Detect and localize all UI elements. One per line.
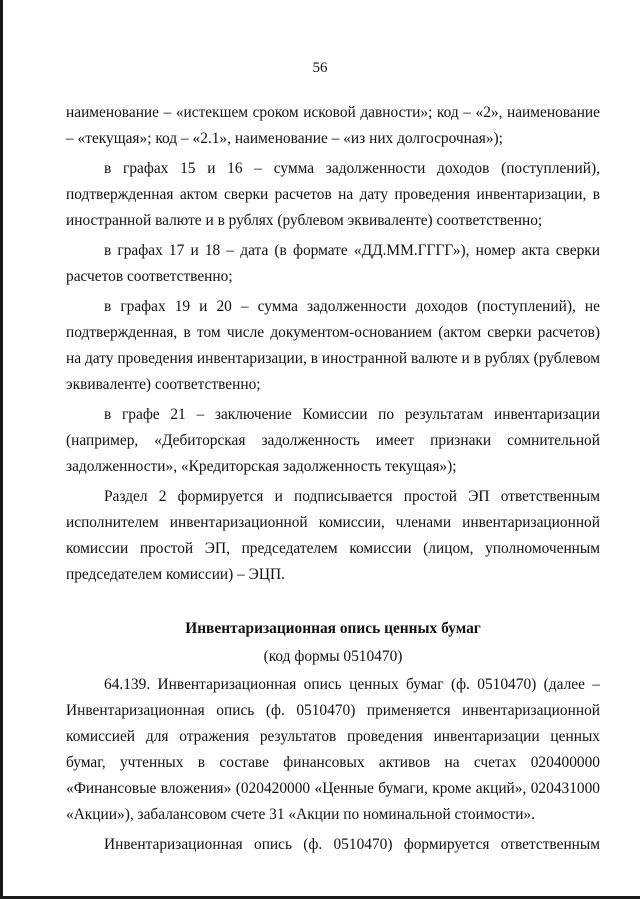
paragraph-columns-19-20: в графах 19 и 20 – сумма задолженности доходов (поступлений), не подтвержденная, в том числе документом-основанием (актом сверки расчетов) на дату проведения инвентаризации, в иностранной валюте и в рублях (рублевом эквиваленте) соответственно;	[66, 298, 600, 393]
paragraph-continuation: наименование – «истекшем сроком исковой давности»; код – «2», наименование – «текущая»; код – «2.1», наименование – «из них долгосрочная»);	[66, 104, 600, 147]
document-body	[66, 100, 600, 862]
paragraph-last: Инвентаризационная опись (ф. 0510470) формируется ответственным	[104, 836, 600, 853]
paragraph-column-21: в графе 21 – заключение Комиссии по результатам инвентаризации (например, «Дебиторская задолженность имеет признаки сомнительной задолженности», «Кредиторская задолженность текущая»);	[66, 406, 600, 475]
section-title: Инвентаризационная опись ценных бумаг	[185, 620, 481, 637]
page-number: 56	[312, 60, 328, 76]
paragraph-columns-15-16: в графах 15 и 16 – сумма задолженности доходов (поступлений), подтвержденная актом сверки расчетов на дату проведения инвентаризации, в иностранной валюте и в рублях (рублевом эквиваленте) соответственно;	[66, 160, 600, 229]
paragraph-columns-17-18: в графах 17 и 18 – дата (в формате «ДД.ММ.ГГГГ»), номер акта сверки расчетов соответственно;	[66, 242, 600, 285]
section-subtitle: (код формы 0510470)	[263, 648, 403, 665]
paragraph-64-139: 64.139. Инвентаризационная опись ценных бумаг (ф. 0510470) (далее – Инвентаризационная опись (ф. 0510470) применяется инвентаризационной комиссией для отражения результатов проведения инвентаризации ценных бумаг, учтенных в составе финансовых активов на счетах 020400000 «Финансовые вложения» (020420000 «Ценные бумаги, кроме акций», 020431000 «Акции»), забалансовом счете 31 «Акции по номинальной стоимости».	[66, 676, 600, 823]
page-border-left	[0, 0, 3, 899]
paragraph-section-2: Раздел 2 формируется и подписывается простой ЭП ответственным исполнителем инвентаризационной комиссии, членами инвентаризационной комиссии простой ЭП, председателем комиссии (лицом, уполномоченным председателем комиссии) – ЭЦП.	[66, 488, 600, 583]
